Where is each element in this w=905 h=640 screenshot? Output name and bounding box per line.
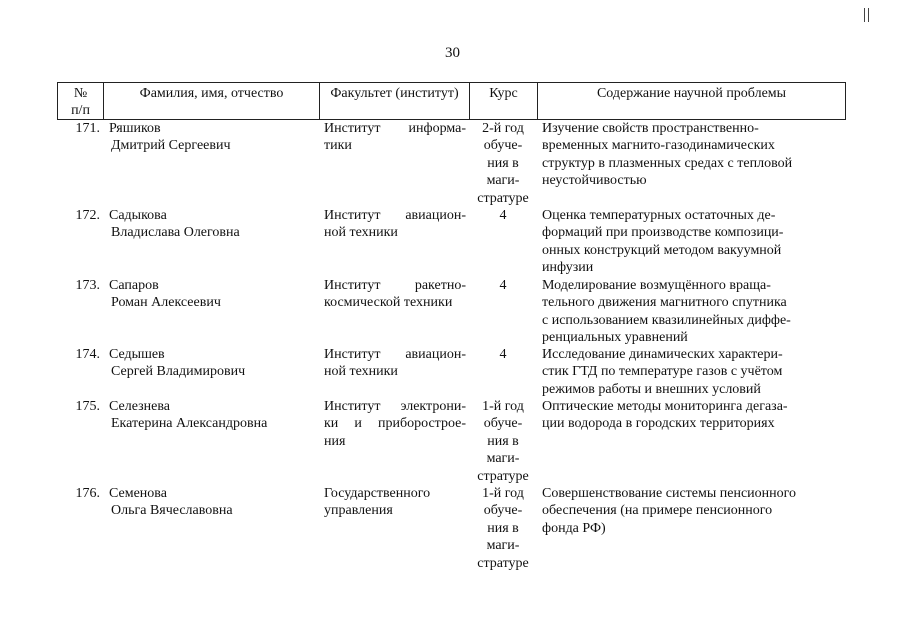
header-num <box>57 83 103 119</box>
course-line: стратуре <box>477 468 529 484</box>
student-given-names: Екатерина Александровна <box>111 416 268 432</box>
faculty-line: управления <box>324 503 393 519</box>
faculty-line: Институт информа- <box>324 121 466 136</box>
course-line: обуче- <box>483 138 523 154</box>
topic-line: Моделирование возмущённого враща- <box>542 278 771 293</box>
faculty-cell <box>319 277 469 346</box>
table-header <box>57 82 846 120</box>
table-row <box>57 277 846 346</box>
student-name <box>103 120 319 207</box>
course-line: маги- <box>486 538 520 554</box>
course-line: стратуре <box>477 190 529 206</box>
table-body <box>57 120 846 572</box>
faculty-line: ки и приборострое- <box>324 416 466 432</box>
faculty-cell <box>319 207 469 277</box>
student-surname: Седышев <box>109 347 165 362</box>
row-number: 171. <box>75 121 100 136</box>
topic-cell <box>537 207 846 277</box>
course-cell <box>469 485 537 572</box>
topic-cell <box>537 120 846 207</box>
faculty-cell <box>319 120 469 207</box>
course-line: 4 <box>499 278 507 293</box>
topic-cell <box>537 346 846 398</box>
topic-line: Оптические методы мониторинга дегаза- <box>542 399 788 414</box>
student-name <box>103 346 319 398</box>
student-surname: Семенова <box>109 486 167 501</box>
table-row <box>57 346 846 398</box>
faculty-line: космической техники <box>324 295 453 311</box>
student-given-names: Роман Алексеевич <box>111 295 221 311</box>
topic-line: Оценка температурных остаточных де- <box>542 208 776 223</box>
topic-line: формаций при производстве композици- <box>542 225 784 241</box>
header-faculty: Факультет (институт) <box>319 83 469 119</box>
topic-line: фонда РФ) <box>542 520 606 536</box>
student-name <box>103 207 319 277</box>
faculty-cell <box>319 346 469 398</box>
course-line: ния в <box>487 433 519 449</box>
student-name <box>103 398 319 485</box>
course-cell <box>469 346 537 398</box>
student-given-names: Сергей Владимирович <box>111 364 246 380</box>
topic-line: онных конструкций методом вакуумной <box>542 242 782 258</box>
student-given-names: Владислава Олеговна <box>111 225 240 241</box>
faculty-line: Институт электрони- <box>324 399 466 414</box>
header-topic: Содержание научной проблемы <box>537 83 846 119</box>
topic-cell <box>537 485 846 572</box>
table-row <box>57 398 846 485</box>
topic-line: тельного движения магнитного спутника <box>542 295 787 311</box>
topic-line: режимов работы и внешних условий <box>542 381 761 397</box>
course-line: обуче- <box>483 503 523 519</box>
course-cell <box>469 398 537 485</box>
course-line: 2-й год <box>482 121 524 136</box>
header-num-line2: п/п <box>71 103 90 118</box>
course-line: 1-й год <box>482 399 524 414</box>
course-line: 4 <box>499 208 507 223</box>
faculty-line: тики <box>324 138 352 154</box>
topic-line: стик ГТД по температуре газов с учётом <box>542 364 783 380</box>
topic-cell <box>537 277 846 346</box>
faculty-line: ной техники <box>324 225 398 241</box>
topic-line: обеспечения (на примере пенсионного <box>542 503 773 519</box>
course-cell <box>469 277 537 346</box>
header-name: Фамилия, имя, отчество <box>103 83 319 119</box>
row-number: 176. <box>75 486 100 501</box>
faculty-line: Институт авиацион- <box>324 347 466 362</box>
student-surname: Ряшиков <box>109 121 161 136</box>
table-row <box>57 207 846 277</box>
student-given-names: Дмитрий Сергеевич <box>111 138 231 154</box>
faculty-line: Государственного <box>324 486 431 501</box>
header-num-line1: № <box>73 86 88 101</box>
table-row <box>57 120 846 207</box>
topic-line: Изучение свойств пространственно- <box>542 121 759 136</box>
student-surname: Селезнева <box>109 399 170 414</box>
course-line: маги- <box>486 173 520 189</box>
topic-line: с использованием квазилинейных диффе- <box>542 312 791 328</box>
faculty-cell <box>319 398 469 485</box>
row-number: 175. <box>75 399 100 414</box>
faculty-line: Институт авиацион- <box>324 208 466 223</box>
course-line: ния в <box>487 155 519 171</box>
faculty-cell <box>319 485 469 572</box>
topic-line: Исследование динамических характери- <box>542 347 783 362</box>
course-line: 1-й год <box>482 486 524 501</box>
table-row <box>57 485 846 572</box>
course-line: обуче- <box>483 416 523 432</box>
topic-line: инфузии <box>542 260 594 276</box>
row-number: 173. <box>75 278 100 293</box>
row-number: 174. <box>75 347 100 362</box>
topic-line: ренциальных уравнений <box>542 330 688 346</box>
faculty-line: ной техники <box>324 364 398 380</box>
page-number: 30 <box>445 45 460 61</box>
students-table <box>57 82 846 572</box>
topic-cell <box>537 398 846 485</box>
course-line: ния в <box>487 520 519 536</box>
course-line: 4 <box>499 347 507 362</box>
corner-mark <box>864 8 869 22</box>
topic-line: временных магнито-газодинамических <box>542 138 775 154</box>
student-given-names: Ольга Вячеславовна <box>111 503 233 519</box>
student-name <box>103 485 319 572</box>
course-line: стратуре <box>477 555 529 571</box>
faculty-line: Институт ракетно- <box>324 278 466 293</box>
course-cell <box>469 207 537 277</box>
student-surname: Садыкова <box>109 208 167 223</box>
course-line: маги- <box>486 451 520 467</box>
course-cell <box>469 120 537 207</box>
student-name <box>103 277 319 346</box>
faculty-line: ния <box>324 433 346 449</box>
student-surname: Сапаров <box>109 278 159 293</box>
topic-line: неустойчивостью <box>542 173 647 189</box>
topic-line: ции водорода в городских территориях <box>542 416 775 432</box>
topic-line: структур в плазменных средах с тепловой <box>542 155 793 171</box>
row-number: 172. <box>75 208 100 223</box>
header-course: Курс <box>469 83 537 119</box>
topic-line: Совершенствование системы пенсионного <box>542 486 797 501</box>
